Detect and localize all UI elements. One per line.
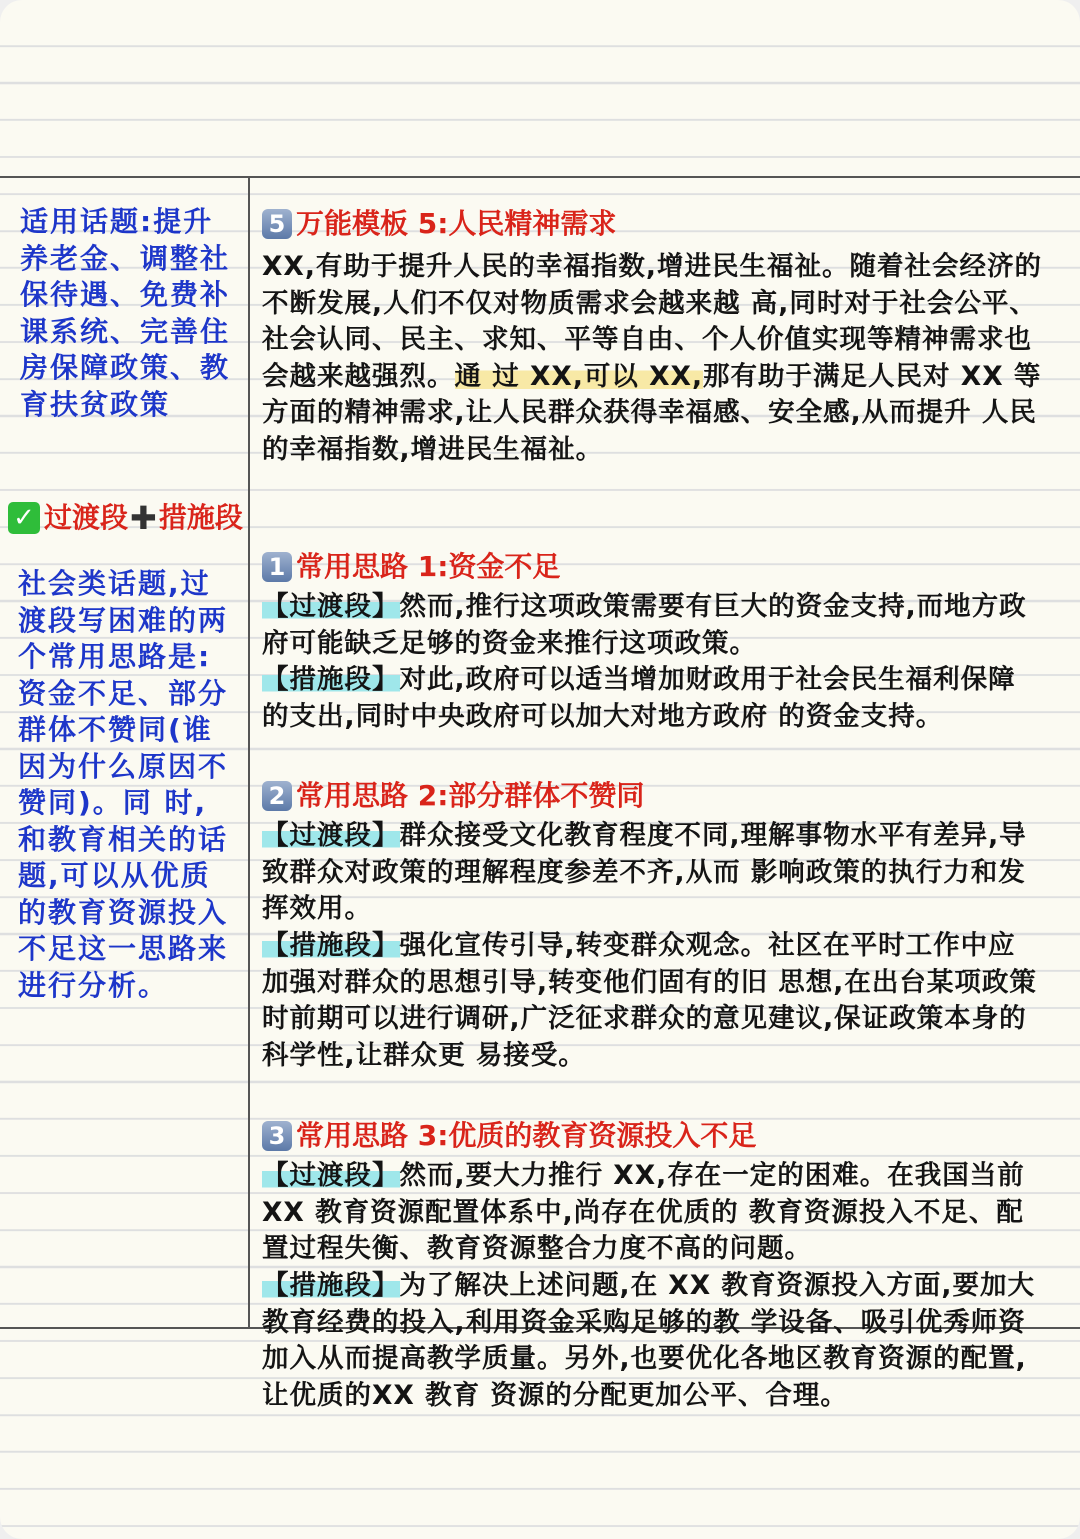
measure-tag: 【措施段】 bbox=[262, 1270, 400, 1301]
template-5-title bbox=[262, 206, 616, 242]
number-1-badge: 1 bbox=[262, 552, 292, 582]
idea-1-measure-text: 对此,政府可以适当增加财政用于社会民生福利保障的支出,同时中央政府可以加大对地方政府 的资金支持。 bbox=[262, 664, 1016, 732]
idea-2-transition bbox=[262, 818, 1042, 928]
header-part-transition: 过渡段 bbox=[44, 501, 129, 534]
number-2-badge: 2 bbox=[262, 781, 292, 811]
measure-tag: 【措施段】 bbox=[262, 664, 400, 695]
idea-2-title bbox=[262, 778, 644, 814]
column-divider bbox=[248, 176, 250, 1328]
template-5-title-text: 万能模板 5:人民精神需求 bbox=[296, 207, 617, 240]
idea-1-title bbox=[262, 549, 560, 585]
template-5-body bbox=[262, 249, 1052, 468]
idea-3-measure bbox=[262, 1268, 1042, 1414]
top-rule bbox=[0, 176, 1080, 178]
transition-tag: 【过渡段】 bbox=[262, 591, 400, 622]
idea-3-transition bbox=[262, 1158, 1042, 1268]
idea-1-measure bbox=[262, 662, 1042, 735]
template-5-body-part-a: XX,有助于提升人民的幸福指数,增进民生福祉。随着社会经济的不断发展,人们不仅对物质需求会越来越 高,同时对于社会公平、社会认同、民主、求知、平等自由、个人价值实现等精神需求也会越来越强烈。 bbox=[262, 251, 1042, 392]
template-5-body-highlight: 通 过 XX,可以 XX, bbox=[454, 360, 704, 392]
transition-tag: 【过渡段】 bbox=[262, 820, 400, 851]
idea-2-measure-text: 强化宣传引导,转变群众观念。社区在平时工作中应加强对群众的思想引导,转变他们固有的旧 思想,在出台某项政策时前期可以进行调研,广泛征求群众的意见建议,保证政策本身的科学性,让群众更 易接受。 bbox=[262, 930, 1037, 1071]
measure-tag: 【措施段】 bbox=[262, 930, 400, 961]
check-icon: ✓ bbox=[8, 502, 40, 534]
idea-1-transition-text: 然而,推行这项政策需要有巨大的资金支持,而地方政府可能缺乏足够的资金来推行这项政策。 bbox=[262, 591, 1027, 659]
idea-3-title bbox=[262, 1118, 756, 1154]
idea-1-transition bbox=[262, 589, 1042, 662]
idea-2-transition-text: 群众接受文化教育程度不同,理解事物水平有差异,导致群众对政策的理解程度参差不齐,从而 影响政策的执行力和发挥效用。 bbox=[262, 820, 1027, 924]
number-3-badge: 3 bbox=[262, 1121, 292, 1151]
idea-2-measure bbox=[262, 928, 1042, 1074]
idea-3-transition-text: 然而,要大力推行 XX,存在一定的困难。在我国当前 XX 教育资源配置体系中,尚存在优质的 教育资源投入不足、配置过程失衡、教育资源整合力度不高的问题。 bbox=[262, 1160, 1025, 1264]
header-part-measure: 措施段 bbox=[158, 501, 243, 534]
idea-3-title-text: 常用思路 3:优质的教育资源投入不足 bbox=[296, 1119, 757, 1152]
transition-advice-note: 社会类话题,过渡段写困难的两个常用思路是:资金不足、部分群体不赞同(谁因为什么原因不赞同)。同 时,和教育相关的话题,可以从优质的教育资源投入不足这一思路来进行分析。 bbox=[18, 567, 229, 1002]
plus-icon: ✚ bbox=[130, 499, 157, 537]
number-5-badge: 5 bbox=[262, 209, 292, 239]
transition-tag: 【过渡段】 bbox=[262, 1160, 400, 1191]
idea-3-measure-text: 为了解决上述问题,在 XX 教育资源投入方面,要加大教育经费的投入,利用资金采购足够的教 学设备、吸引优秀师资加入从而提高教学质量。另外,也要优化各地区教育资源的配置,让优质的XX 教育 资源的分配更加公平、合理。 bbox=[262, 1270, 1035, 1411]
idea-1-title-text: 常用思路 1:资金不足 bbox=[296, 550, 561, 583]
applicable-topics-note: 适用话题:提升养老金、调整社保待遇、免费补课系统、完善住房保障政策、教育扶贫政策 bbox=[20, 205, 231, 421]
transition-measure-header bbox=[8, 500, 243, 536]
template-5-body-part-b: 那有助于满足人民对 XX 等方面的精神需求,让人民群众获得幸福感、安全感,从而提升 人民的幸福指数,增进民生福祉。 bbox=[262, 360, 1042, 465]
idea-2-title-text: 常用思路 2:部分群体不赞同 bbox=[296, 779, 645, 812]
